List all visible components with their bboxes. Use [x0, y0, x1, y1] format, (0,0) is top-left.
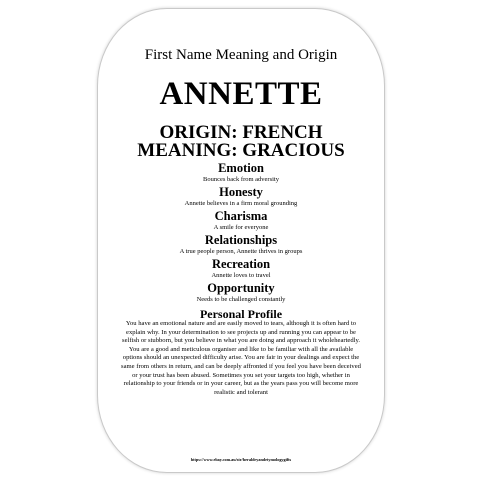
trait-title: Relationships: [204, 233, 278, 247]
shop-url: https://www.ebay.com.au/str/heraldryandetymologygifts: [190, 457, 292, 462]
trait-charisma: [98, 209, 384, 233]
trait-description: A true people person, Annette thrives in groups: [179, 248, 303, 255]
card-header: First Name Meaning and Origin: [144, 47, 338, 63]
traits-list: [98, 161, 384, 305]
trait-opportunity: [98, 281, 384, 305]
trait-description: Annette loves to travel: [211, 272, 271, 279]
trait-emotion: [98, 161, 384, 185]
trait-relationships: [98, 233, 384, 257]
trait-honesty: [98, 185, 384, 209]
trait-description: Bounces back from adversity: [203, 176, 279, 183]
first-name-title: ANNETTE: [159, 76, 323, 112]
trait-recreation: [98, 257, 384, 281]
personal-profile-heading: Personal Profile: [199, 307, 283, 321]
trait-title: Charisma: [214, 209, 268, 223]
trait-title: Honesty: [219, 185, 263, 199]
trait-title: Recreation: [211, 257, 271, 271]
origin-line: ORIGIN: FRENCH: [159, 122, 323, 143]
trait-description: Needs to be challenged constantly: [196, 296, 286, 303]
meaning-line: MEANING: GRACIOUS: [137, 140, 345, 161]
name-meaning-card: [97, 8, 385, 473]
trait-title: Emotion: [218, 161, 264, 175]
trait-description: Annette believes in a firm moral grounding: [184, 200, 298, 207]
trait-description: A smile for everyone: [213, 224, 269, 231]
personal-profile-text: You have an emotional nature and are easily moved to tears, although it is often hard to explain why. In your determination to see projects up and running you can appear to be selfish or stubborn, but you believe in what you are doing and approach it wholeheartedly. You are a good and meticulous organiser and like to be familiar with all the available options should an unexpected difficulty arise. You are fair in your dealings and expect the same from others in return, and can be deeply affronted if you feel you have been deceived or your trust has been abused. Sometimes you set your targets too high, whether in relationship to your friends or in your career, but as the years pass you will become more realistic and tolerant: [121, 320, 361, 396]
trait-title: Opportunity: [207, 281, 275, 295]
